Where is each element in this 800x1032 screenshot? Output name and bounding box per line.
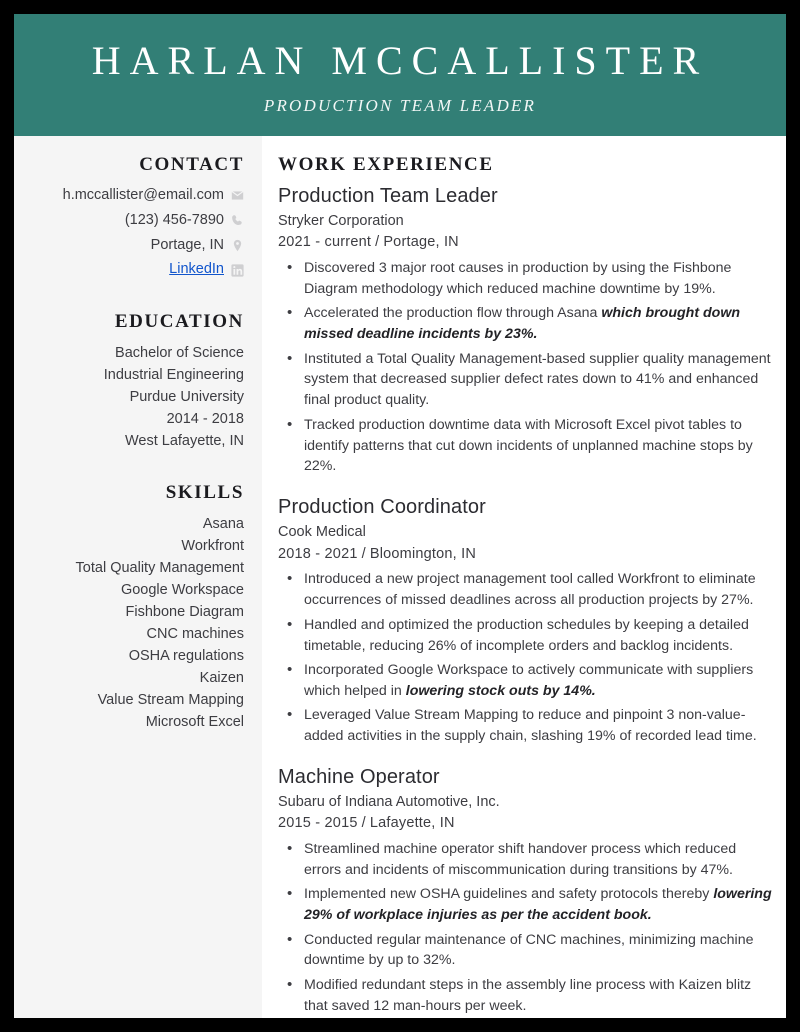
skill-item: CNC machines bbox=[146, 626, 244, 643]
job-location: Bloomington, IN bbox=[369, 545, 477, 562]
job-bullet-list bbox=[278, 839, 772, 1017]
job-location: Lafayette, IN bbox=[369, 815, 455, 832]
skills-list bbox=[24, 513, 244, 733]
skill-item: Kaizen bbox=[199, 670, 244, 687]
job-bullet: • Discovered 3 major root causes in production by using the Fishbone Diagram methodology which reduced machine downtime by 19%. bbox=[278, 258, 772, 300]
education-section bbox=[24, 311, 244, 452]
meta-separator: / bbox=[361, 815, 366, 832]
contact-section bbox=[24, 154, 244, 281]
job-company: Cook Medical bbox=[278, 523, 366, 540]
envelope-icon bbox=[231, 189, 244, 202]
job-dates: 2018 - 2021 bbox=[278, 545, 358, 562]
skill-item: Fishbone Diagram bbox=[125, 604, 244, 621]
contact-heading: CONTACT bbox=[139, 154, 244, 175]
education-line: West Lafayette, IN bbox=[124, 433, 244, 450]
job-bullet-list bbox=[278, 569, 772, 747]
job-meta bbox=[278, 813, 772, 835]
skills-section bbox=[24, 482, 244, 733]
job-entry bbox=[278, 765, 772, 1017]
skill-item: OSHA regulations bbox=[128, 648, 244, 665]
phone-icon bbox=[231, 214, 244, 227]
job-role: Machine Operator bbox=[278, 765, 440, 788]
contact-item[interactable] bbox=[24, 259, 244, 281]
skill-item: Total Quality Management bbox=[75, 560, 244, 577]
job-entry bbox=[278, 184, 772, 477]
job-company: Stryker Corporation bbox=[278, 212, 404, 229]
job-entry bbox=[278, 495, 772, 747]
skill-item: Asana bbox=[202, 516, 244, 533]
skill-item: Google Workspace bbox=[120, 582, 244, 599]
job-role: Production Team Leader bbox=[278, 185, 498, 207]
job-bullet: • Handled and optimized the production schedules by keeping a detailed timetable, reducing 26% of incomplete orders and backlog incidents. bbox=[278, 615, 772, 657]
resume-body bbox=[14, 136, 786, 1018]
page-title: HARLAN MCCALLISTER bbox=[91, 37, 709, 83]
job-bullet: • Incorporated Google Workspace to actively communicate with suppliers which helped in lowering stock outs by 14%. bbox=[278, 660, 772, 702]
job-company: Subaru of Indiana Automotive, Inc. bbox=[278, 793, 500, 810]
contact-item bbox=[24, 185, 244, 207]
job-dates: 2021 - current bbox=[278, 234, 372, 251]
contact-list bbox=[24, 185, 244, 281]
skill-item: Microsoft Excel bbox=[145, 714, 244, 731]
skill-item: Value Stream Mapping bbox=[97, 692, 244, 709]
contact-value: Portage, IN bbox=[150, 236, 224, 253]
skills-heading: SKILLS bbox=[165, 482, 244, 504]
resume-header bbox=[14, 14, 786, 136]
contact-item bbox=[24, 210, 244, 232]
job-bullet: • Leveraged Value Stream Mapping to reduce and pinpoint 3 non-value-added activities in the supply chain, slashing 19% of recorded lead time. bbox=[278, 705, 772, 747]
resume-page bbox=[14, 14, 786, 1018]
education-list bbox=[24, 342, 244, 452]
education-line: Purdue University bbox=[129, 389, 244, 406]
education-line: 2014 - 2018 bbox=[166, 411, 244, 428]
job-bullet: • Tracked production downtime data with Microsoft Excel pivot tables to identify patterns that cut down incidents of unplanned machine stops by 22%. bbox=[278, 415, 772, 478]
sidebar bbox=[14, 136, 262, 1018]
job-bullet: • Introduced a new project management tool called Workfront to eliminate occurrences of missed deadlines across all production projects by 27%. bbox=[278, 569, 772, 611]
job-dates: 2015 - 2015 bbox=[278, 815, 358, 832]
job-role: Production Coordinator bbox=[278, 496, 486, 519]
skill-item: Workfront bbox=[181, 538, 244, 555]
contact-value: (123) 456-7890 bbox=[124, 211, 224, 228]
education-heading: EDUCATION bbox=[114, 311, 244, 332]
job-bullet: • Modified redundant steps in the assembly line process with Kaizen blitz that saved 12 man-hours per week. bbox=[278, 975, 772, 1017]
location-pin-icon bbox=[231, 239, 244, 252]
linkedin-icon bbox=[231, 264, 244, 277]
contact-item bbox=[24, 235, 244, 257]
job-bullet: • Accelerated the production flow through Asana which brought down missed deadline incidents by 23%. bbox=[278, 303, 772, 345]
meta-separator: / bbox=[375, 234, 380, 251]
linkedin-link[interactable]: LinkedIn bbox=[169, 261, 224, 278]
main-column bbox=[262, 136, 786, 1018]
job-bullet-list bbox=[278, 258, 772, 477]
contact-value: h.mccallister@email.com bbox=[62, 187, 224, 203]
education-line: Bachelor of Science bbox=[115, 345, 244, 361]
header-subtitle: PRODUCTION TEAM LEADER bbox=[263, 95, 537, 115]
job-location: Portage, IN bbox=[383, 234, 459, 251]
meta-separator: / bbox=[361, 545, 366, 562]
job-bullet: • Implemented new OSHA guidelines and safety protocols thereby lowering 29% of workplace injuries as per the accident book. bbox=[278, 884, 772, 926]
work-experience-heading: WORK EXPERIENCE bbox=[278, 154, 494, 175]
work-experience-list bbox=[278, 184, 772, 1017]
job-bullet: • Conducted regular maintenance of CNC machines, minimizing machine downtime by up to 32%. bbox=[278, 930, 772, 972]
job-meta bbox=[278, 544, 772, 566]
job-meta bbox=[278, 232, 772, 254]
job-bullet: • Streamlined machine operator shift handover process which reduced errors and incidents of miscommunication during transitions by 47%. bbox=[278, 839, 772, 881]
education-line: Industrial Engineering bbox=[103, 367, 244, 384]
job-bullet: • Instituted a Total Quality Management-based supplier quality management system that decreased supplier defect rates down to 41% and enhanced final product quality. bbox=[278, 349, 772, 412]
